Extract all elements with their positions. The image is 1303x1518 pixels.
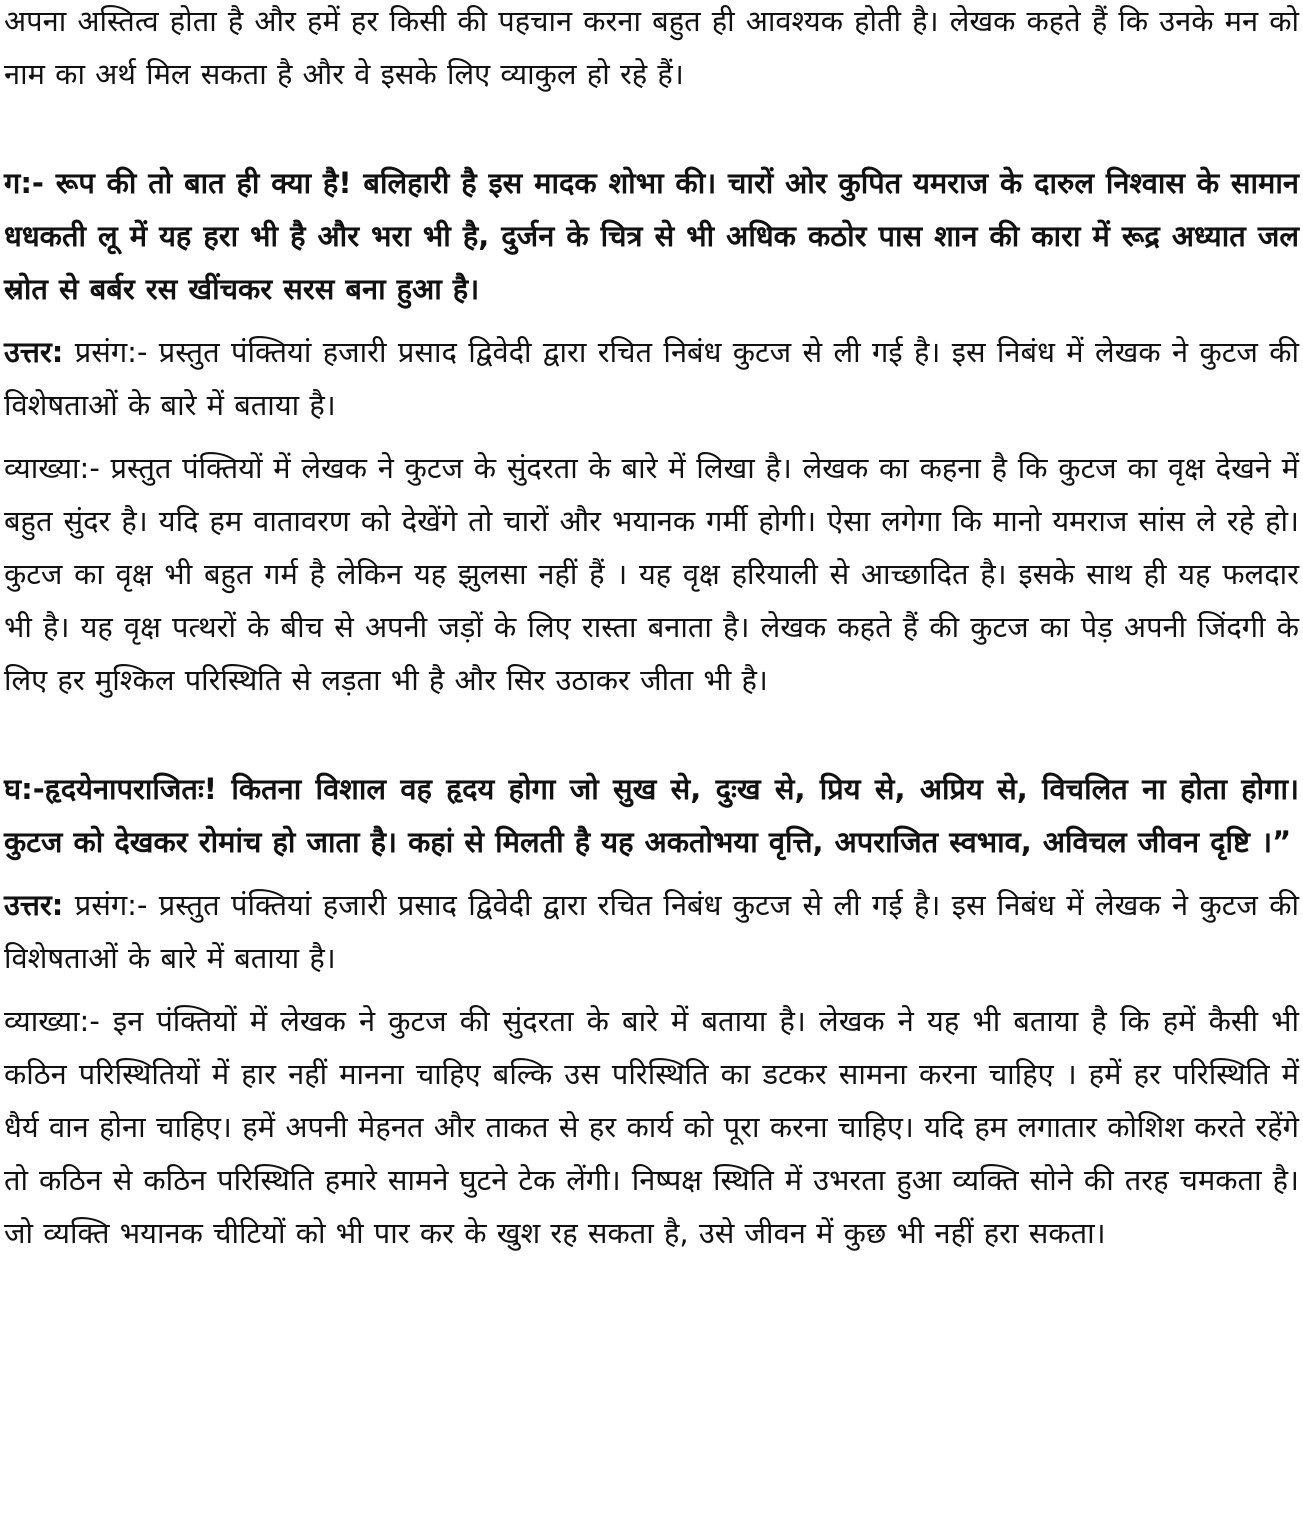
answer-context: प्रसंग:- प्रस्तुत पंक्तियां हजारी प्रसाद द्विवेदी द्वारा रचित निबंध कुटज से ली गई है। इस निबंध में लेखक ने कुटज की विशेषताओं के बारे में बताया है। (4, 888, 1299, 975)
explanation-gh: व्याख्या:- इन पंक्तियों में लेखक ने कुटज की सुंदरता के बारे में बताया है। लेखक ने यह भी बताया है कि हमें कैसी भी कठिन परिस्थितियों में हार नहीं मानना चाहिए बल्कि उस परिस्थिति का डटकर सामना करना चाहिए । हमें हर परिस्थिति में धैर्य वान होना चाहिए। हमें अपनी मेहनत और ताकत से हर कार्य को पूरा करना चाहिए। यदि हम लगातार कोशिश करते रहेंगे तो कठिन से कठिन परिस्थिति हमारे सामने घुटने टेक लेंगी। निष्पक्ष स्थिति में उभरता हुआ व्यक्ति सोने की तरह चमकता है। जो व्यक्ति भयानक चीटियों को भी पार कर के खुश रह सकता है, उसे जीवन में कुछ भी नहीं हरा सकता। (4, 1004, 1299, 1250)
question-gh: घ:-हृदयेनापराजितः! कितना विशाल वह हृदय होगा जो सुख से, दुःख से, प्रिय से, अप्रिय से, विचलित ना होता होगा। कुटज को देखकर रोमांच हो जाता है। कहां से मिलती है यह अकतोभया वृत्ति, अपराजित स्वभाव, अविचल जीवन दृष्टि ।” (4, 772, 1299, 859)
answer-g (4, 326, 1299, 432)
intro-paragraph: अपना अस्तित्व होता है और हमें हर किसी की पहचान करना बहुत ही आवश्यक होती है। लेखक कहते हैं कि उनके मन को नाम का अर्थ मिल सकता है और वे इसके लिए व्याकुल हो रहे हैं। (4, 4, 1299, 91)
answer-gh (4, 879, 1299, 985)
answer-label: उत्तर: (4, 335, 64, 369)
answer-context: प्रसंग:- प्रस्तुत पंक्तियां हजारी प्रसाद द्विवेदी द्वारा रचित निबंध कुटज से ली गई है। इस निबंध में लेखक ने कुटज की विशेषताओं के बारे में बताया है। (4, 335, 1299, 422)
question-g: ग:- रूप की तो बात ही क्या है! बलिहारी है इस मादक शोभा की। चारों ओर कुपित यमराज के दारुल निश्वास के सामान धधकती लू में यह हरा भी है और भरा भी है, दुर्जन के चित्र से भी अधिक कठोर पास शान की कारा में रूद्र अध्यात जल स्रोत से बर्बर रस खींचकर सरस बना हुआ है। (4, 166, 1299, 306)
explanation-g: व्याख्या:- प्रस्तुत पंक्तियों में लेखक ने कुटज के सुंदरता के बारे में लिखा है। लेखक का कहना है कि कुटज का वृक्ष देखने में बहुत सुंदर है। यदि हम वातावरण को देखेंगे तो चारों और भयानक गर्मी होगी। ऐसा लगेगा कि मानो यमराज सांस ले रहे हो। कुटज का वृक्ष भी बहुत गर्म है लेकिन यह झुलसा नहीं हैं । यह वृक्ष हरियाली से आच्छादित है। इसके साथ ही यह फलदार भी है। यह वृक्ष पत्थरों के बीच से अपनी जड़ों के लिए रास्ता बनाता है। लेखक कहते हैं की कुटज का पेड़ अपनी जिंदगी के लिए हर मुश्किल परिस्थिति से लड़ता भी है और सिर उठाकर जीता भी है। (4, 451, 1299, 697)
answer-label: उत्तर: (4, 888, 64, 922)
